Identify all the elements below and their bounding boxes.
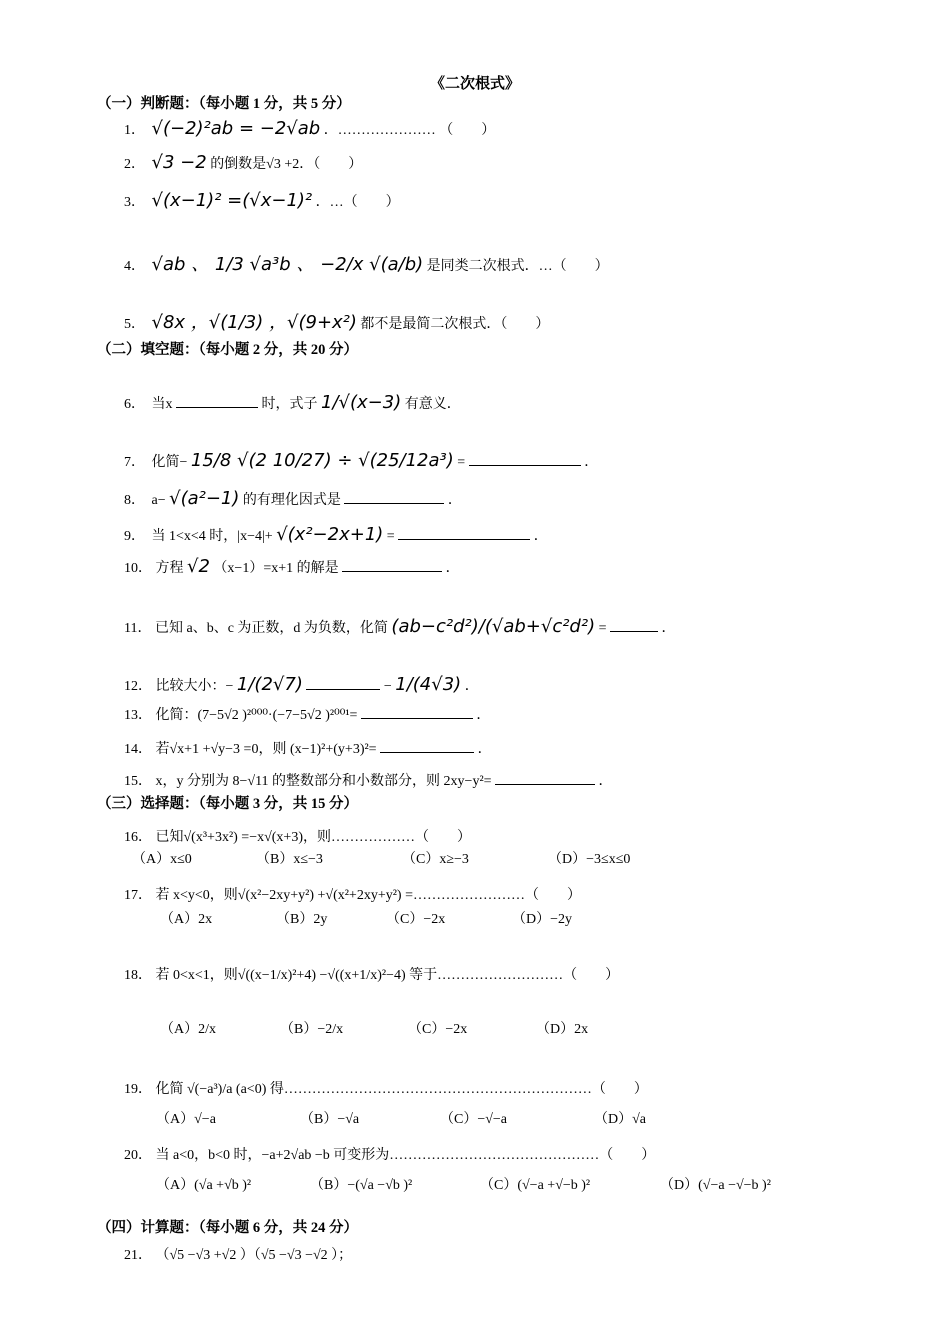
question-5: 5． √8x ，√(1/3) ，√(9+x²) 都不是最简二次根式．（ ）: [124, 312, 550, 333]
answer-blank[interactable]: [176, 393, 258, 408]
section-fill-in: （二）填空题：（每小题 2 分，共 20 分）: [97, 342, 358, 358]
q4-expression: √ab 、 1/3 √a³b 、 −2/x √(a/b): [151, 254, 424, 275]
option-d[interactable]: （D）(√−a −√−b )²: [660, 1178, 771, 1193]
option-c[interactable]: （C）x≥−3: [402, 852, 469, 867]
answer-blank[interactable]: [344, 489, 444, 504]
section-multiple-choice: （三）选择题：（每小题 3 分，共 15 分）: [97, 796, 358, 812]
option-d[interactable]: （D）2x: [536, 1022, 589, 1037]
option-d[interactable]: （D）−3≤x≤0: [548, 852, 631, 867]
q6-expression: 1/√(x−3): [321, 392, 402, 413]
question-3: 3． √(x−1)² =(√x−1)² ．…（ ）: [124, 190, 400, 211]
question-16: 16． 已知√(x³+3x²) =−x√(x+3)，则………………（ ）: [124, 830, 471, 845]
question-18: 18． 若 0<x<1，则√((x−1/x)²+4) −√((x+1/x)²−4) 等于………………………（ ）: [124, 968, 620, 983]
option-b[interactable]: （B）2y: [276, 912, 328, 927]
question-4: 4． √ab 、 1/3 √a³b 、 −2/x √(a/b) 是同类二次根式．…（ ）: [124, 254, 609, 275]
option-d[interactable]: （D）√a: [594, 1112, 647, 1127]
answer-blank[interactable]: [306, 675, 380, 690]
answer-blank[interactable]: [469, 451, 581, 466]
q8-expression: √(a²−1): [169, 488, 240, 509]
answer-blank[interactable]: [342, 557, 442, 572]
question-8: 8． a− √(a²−1) 的有理化因式是 ．: [124, 488, 462, 509]
option-b[interactable]: （B）−(√a −√b )²: [310, 1178, 413, 1193]
option-c[interactable]: （C）−2x: [386, 912, 446, 927]
q5-expression: √8x ，√(1/3) ，√(9+x²): [151, 312, 357, 333]
question-20: 20． 当 a<0，b<0 时，−a+2√ab −b 可变形为………………………………………（ ）: [124, 1148, 656, 1163]
option-c[interactable]: （C）−2x: [408, 1022, 468, 1037]
q7-expression: 15/8 √(2 10/27) ÷ √(25/12a³): [190, 450, 454, 471]
question-19: 19． 化简 √(−a³)/a (a<0) 得…………………………………………………………（ ）: [124, 1082, 648, 1097]
option-a[interactable]: （A）2/x: [160, 1022, 216, 1037]
answer-blank[interactable]: [380, 738, 474, 753]
option-a[interactable]: （A）2x: [160, 912, 213, 927]
q11-expression: (ab−c²d²)/(√ab+√c²d²): [391, 616, 596, 637]
question-13: 13． 化简：(7−5√2 )²⁰⁰⁰·(−7−5√2 )²⁰⁰¹= ．: [124, 704, 490, 724]
q12-right-expression: 1/(4√3): [395, 674, 462, 695]
option-d[interactable]: （D）−2y: [512, 912, 573, 927]
option-a[interactable]: （A）√−a: [156, 1112, 216, 1127]
question-6: 6． 当x 时，式子 1/√(x−3) 有意义．: [124, 392, 461, 413]
section-true-false: （一）判断题：（每小题 1 分，共 5 分）: [97, 96, 351, 112]
question-11: 11． 已知 a、b、c 为正数，d 为负数，化简 (ab−c²d²)/(√ab+√c²d²) = ．: [124, 616, 676, 637]
question-9: 9． 当 1<x<4 时，|x−4|+ √(x²−2x+1) = ．: [124, 524, 548, 545]
page-title: 《二次根式》: [429, 76, 520, 92]
option-b[interactable]: （B）−√a: [300, 1112, 360, 1127]
answer-blank[interactable]: [398, 525, 530, 540]
question-15: 15． x，y 分别为 8−√11 的整数部分和小数部分，则 2xy−y²= ．: [124, 770, 613, 790]
question-10: 10． 方程 √2 （x−1）=x+1 的解是 ．: [124, 556, 460, 577]
question-17: 17． 若 x<y<0，则√(x²−2xy+y²) +√(x²+2xy+y²) =……………………（ ）: [124, 888, 581, 903]
question-21: 21． （√5 −√3 +√2 ）（√5 −√3 −√2 ）；: [124, 1248, 353, 1263]
option-c[interactable]: （C）(√−a +√−b )²: [480, 1178, 591, 1193]
option-b[interactable]: （B）x≤−3: [256, 852, 323, 867]
question-7: 7． 化简− 15/8 √(2 10/27) ÷ √(25/12a³) = ．: [124, 450, 599, 471]
answer-blank[interactable]: [610, 617, 658, 632]
q2-expression: √3 −2: [151, 152, 207, 173]
question-14: 14． 若√x+1 +√y−3 =0，则 (x−1)²+(y+3)²= ．: [124, 738, 492, 758]
answer-blank[interactable]: [361, 704, 473, 719]
q1-expression: √(−2)²ab = −2√ab: [151, 118, 321, 139]
section-calculation: （四）计算题：（每小题 6 分，共 24 分）: [97, 1220, 358, 1236]
option-b[interactable]: （B）−2/x: [280, 1022, 344, 1037]
option-a[interactable]: （A）x≤0: [132, 852, 192, 867]
question-12: 12． 比较大小：− 1/(2√7) − 1/(4√3) ．: [124, 674, 479, 695]
question-2: 2． √3 −2 的倒数是√3 +2．（ ）: [124, 152, 363, 173]
q9-expression: √(x²−2x+1): [276, 524, 384, 545]
option-a[interactable]: （A）(√a +√b )²: [156, 1178, 252, 1193]
option-c[interactable]: （C）−√−a: [440, 1112, 508, 1127]
question-1: 1． √(−2)²ab = −2√ab ．………………… （ ）: [124, 118, 496, 139]
q3-expression: √(x−1)² =(√x−1)²: [151, 190, 313, 211]
q10-expression: √2: [187, 556, 210, 577]
answer-blank[interactable]: [495, 770, 595, 785]
q12-left-expression: 1/(2√7): [236, 674, 303, 695]
